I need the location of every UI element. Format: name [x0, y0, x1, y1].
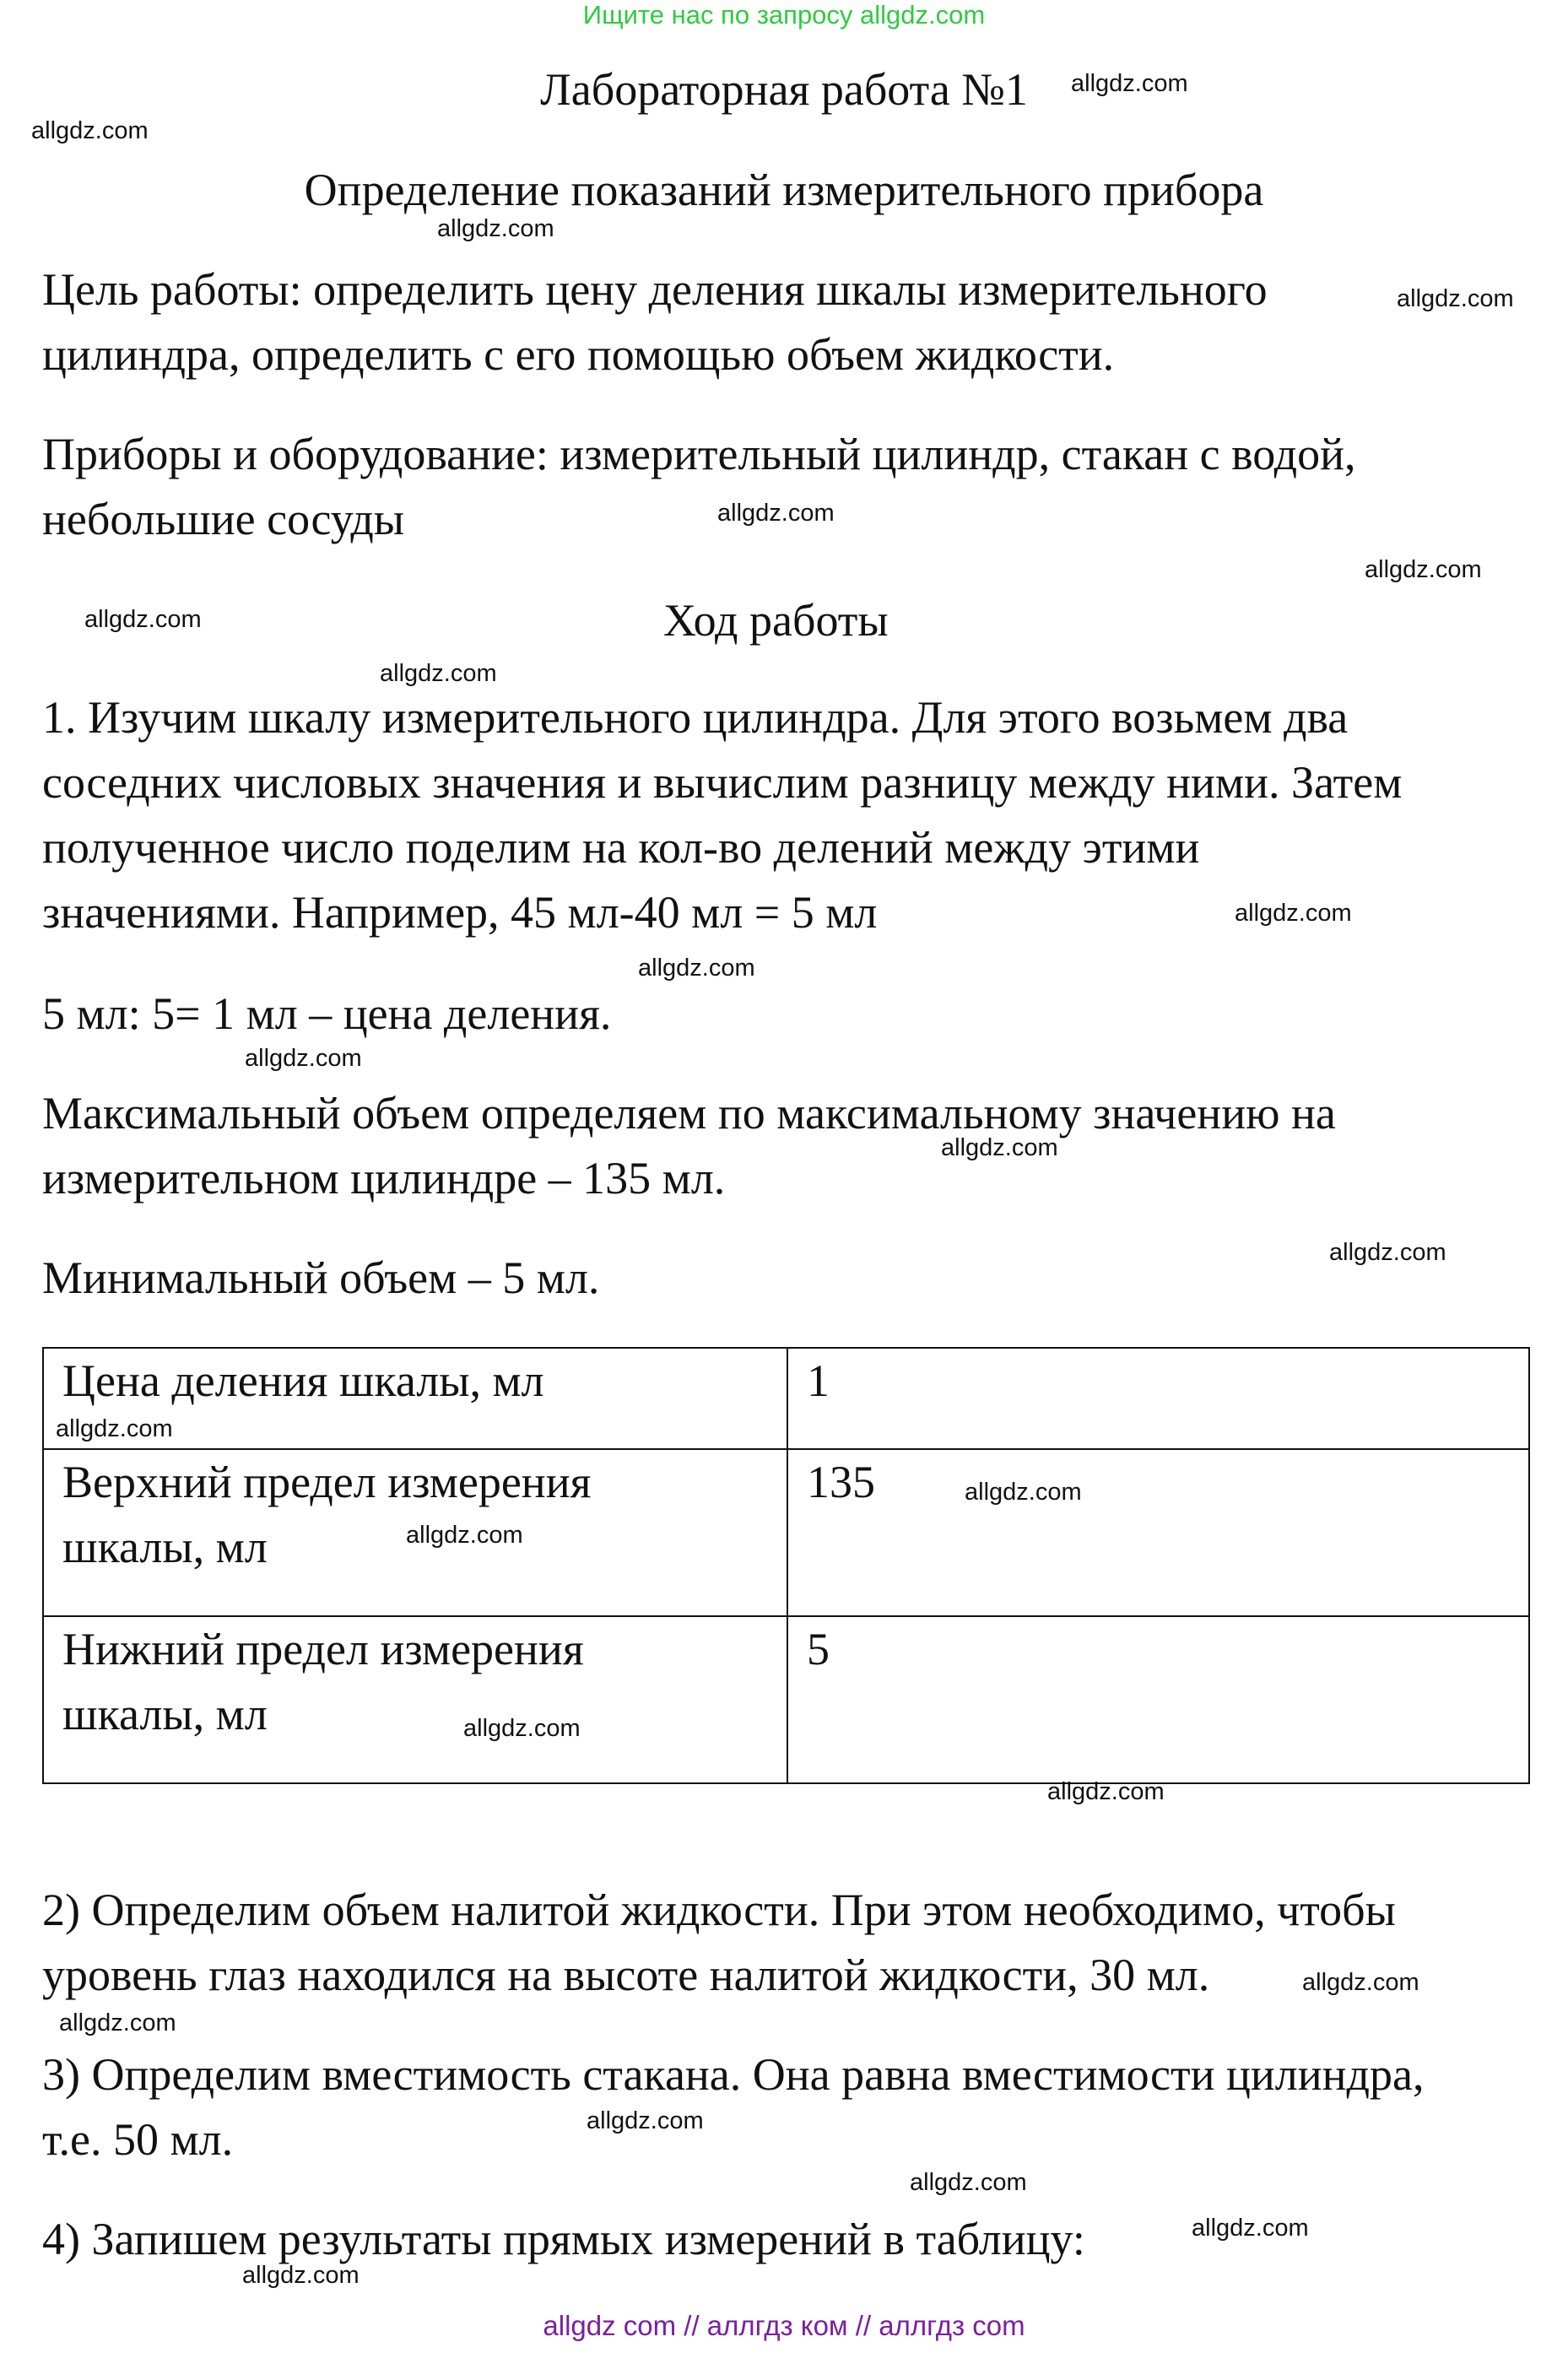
- measurement-table: [42, 1347, 1530, 1784]
- table-label-line: шкалы, мл: [62, 1522, 268, 1572]
- step1-line: полученное число поделим на кол-во делений между этими: [42, 822, 1200, 873]
- table-label-line: Нижний предел измерения: [62, 1624, 584, 1674]
- watermark: allgdz.com: [59, 2009, 176, 2036]
- watermark: allgdz.com: [406, 1522, 523, 1549]
- bottom-banner: allgdz com // аллгдз ком // аллгдз com: [543, 2310, 1025, 2341]
- watermark: allgdz.com: [380, 660, 497, 687]
- goal-line: Цель работы: определить цену деления шкалы измерительного: [42, 264, 1268, 315]
- step2-line: уровень глаз находился на высоте налитой жидкости, 30 мл.: [42, 1950, 1210, 2000]
- watermark: allgdz.com: [1365, 556, 1482, 583]
- table-row: [43, 1348, 1529, 1449]
- watermark: allgdz.com: [56, 1415, 173, 1442]
- watermark: allgdz.com: [965, 1479, 1082, 1506]
- step2-line: 2) Определим объем налитой жидкости. При этом необходимо, чтобы: [42, 1885, 1396, 1935]
- watermark: allgdz.com: [31, 117, 149, 144]
- goal-paragraph: [42, 257, 1268, 387]
- watermark: allgdz.com: [587, 2107, 704, 2134]
- table-cell-value: 1: [787, 1348, 1529, 1449]
- table-cell-value: 135: [787, 1449, 1529, 1616]
- max-volume-line: измерительном цилиндре – 135 мл.: [42, 1153, 726, 1203]
- watermark: allgdz.com: [941, 1134, 1058, 1161]
- step1-paragraph: [42, 685, 1402, 945]
- step3-line: 3) Определим вместимость стакана. Она равна вместимости цилиндра,: [42, 2049, 1425, 2100]
- document-subtitle: Определение показаний измерительного прибора: [304, 165, 1264, 215]
- table-label-line: шкалы, мл: [62, 1689, 268, 1739]
- watermark: allgdz.com: [638, 955, 755, 982]
- watermark: allgdz.com: [1047, 1778, 1165, 1805]
- watermark: allgdz.com: [1071, 70, 1188, 97]
- step3-line: т.е. 50 мл.: [42, 2114, 234, 2165]
- table-cell-label: [43, 1616, 787, 1783]
- step2-paragraph: [42, 1878, 1396, 2008]
- watermark: allgdz.com: [1235, 900, 1352, 927]
- watermark: allgdz.com: [1329, 1239, 1446, 1266]
- procedure-heading: Ход работы: [663, 595, 889, 646]
- step3-paragraph: [42, 2042, 1424, 2172]
- step1-line: соседних числовых значения и вычислим разницу между ними. Затем: [42, 757, 1403, 808]
- equipment-line: небольшие сосуды: [42, 494, 405, 544]
- step1-line: значениями. Например, 45 мл-40 мл = 5 мл: [42, 887, 878, 938]
- step4-text: 4) Запишем результаты прямых измерений в таблицу:: [42, 2214, 1085, 2264]
- watermark: allgdz.com: [84, 606, 202, 633]
- max-volume-line: Максимальный объем определяем по максимальному значению на: [42, 1088, 1336, 1139]
- step1-line: 1. Изучим шкалу измерительного цилиндра. Для этого возьмем два: [42, 692, 1349, 743]
- watermark: allgdz.com: [463, 1715, 581, 1742]
- min-volume: Минимальный объем – 5 мл.: [42, 1252, 600, 1303]
- watermark: allgdz.com: [437, 215, 554, 242]
- equipment-paragraph: [42, 422, 1356, 552]
- top-banner: Ищите нас по запросу allgdz.com: [582, 0, 986, 30]
- goal-line: цилиндра, определить с его помощью объем жидкости.: [42, 329, 1115, 380]
- table-row: [43, 1449, 1529, 1616]
- document-title: Лабораторная работа №1: [540, 64, 1028, 115]
- table-cell-value: 5: [787, 1616, 1529, 1783]
- table-row: [43, 1616, 1529, 1783]
- watermark: allgdz.com: [242, 2262, 360, 2289]
- watermark: allgdz.com: [910, 2169, 1027, 2196]
- watermark: allgdz.com: [717, 500, 835, 527]
- watermark: allgdz.com: [1192, 2215, 1309, 2242]
- division-calc: 5 мл: 5= 1 мл – цена деления.: [42, 988, 612, 1039]
- equipment-line: Приборы и оборудование: измерительный цилиндр, стакан с водой,: [42, 429, 1356, 479]
- table-label-line: Верхний предел измерения: [62, 1457, 592, 1507]
- watermark: allgdz.com: [245, 1045, 362, 1072]
- max-volume-paragraph: [42, 1081, 1336, 1211]
- watermark: allgdz.com: [1302, 1969, 1419, 1996]
- watermark: allgdz.com: [1397, 285, 1514, 312]
- table-label-line: Цена деления шкалы, мл: [62, 1355, 544, 1406]
